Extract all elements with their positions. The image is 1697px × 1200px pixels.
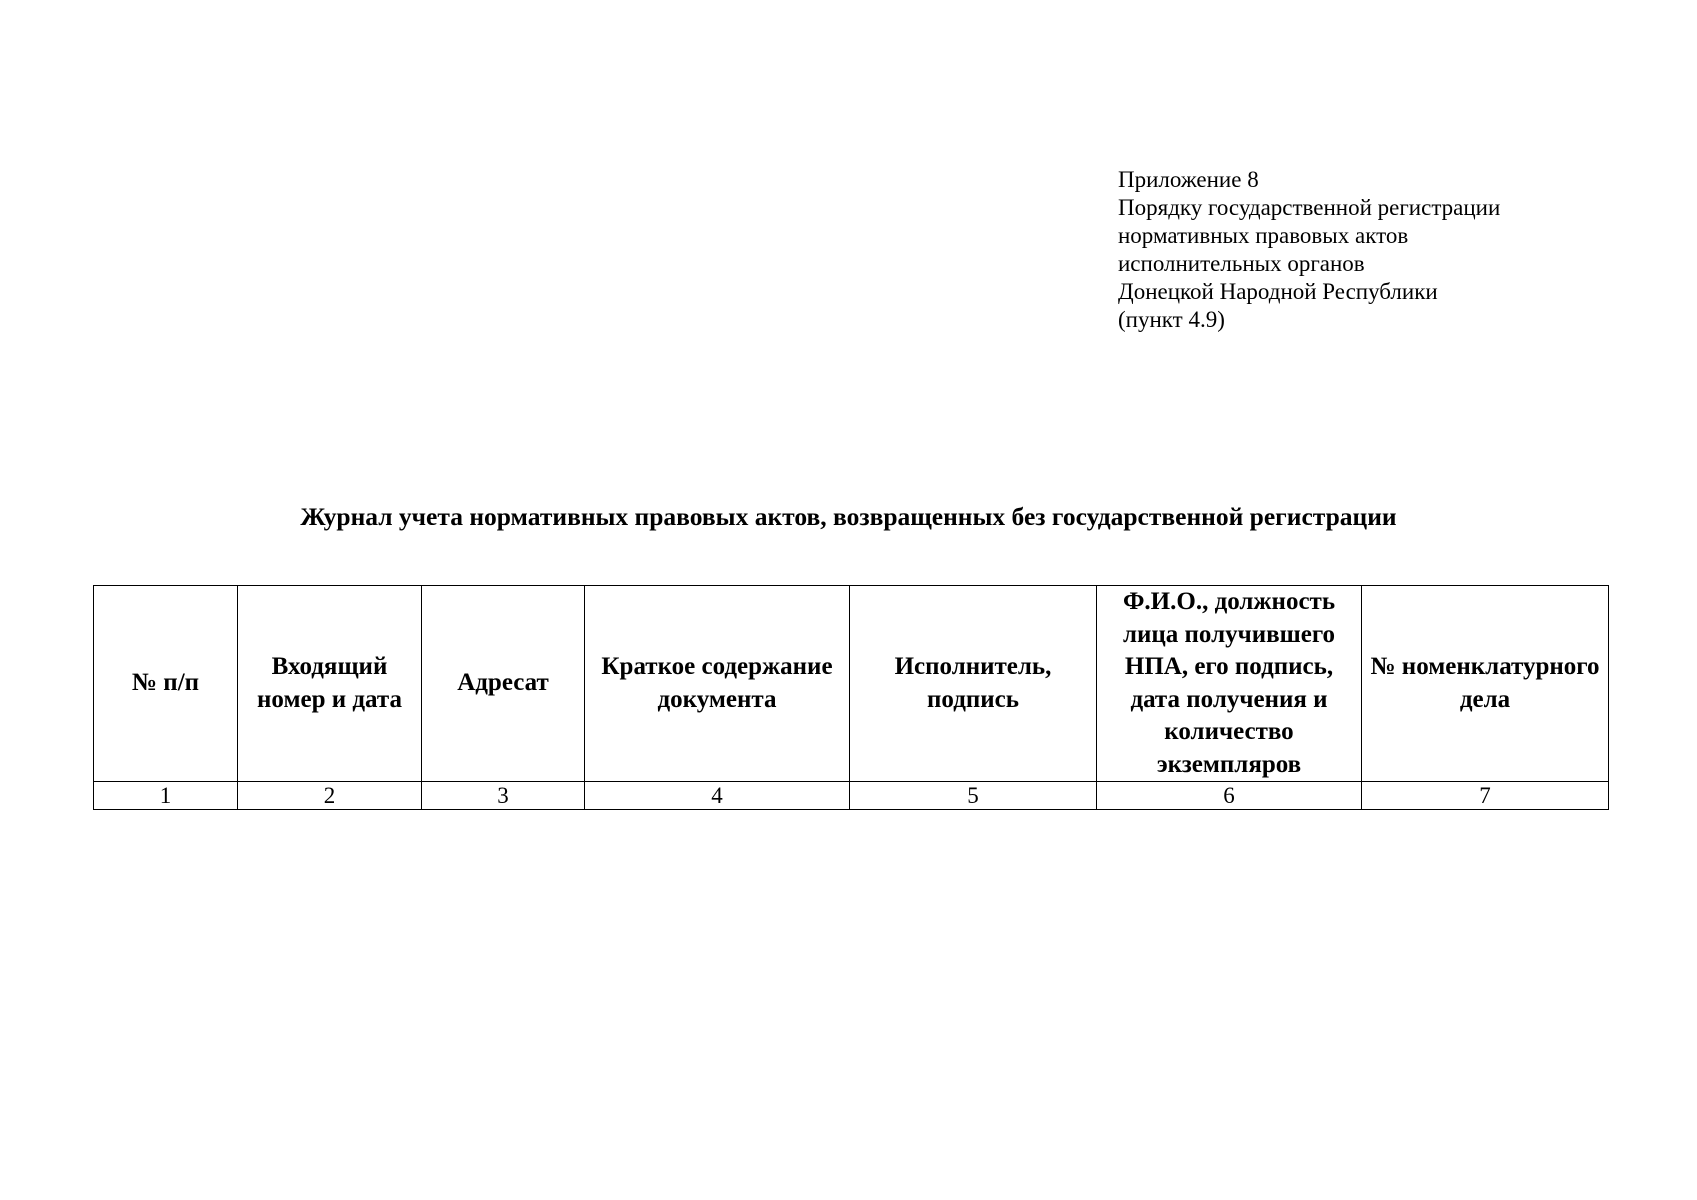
column-number-cell: 5 (850, 782, 1097, 810)
column-number-cell: 3 (422, 782, 585, 810)
header-cell-addressee: Адресат (422, 586, 585, 782)
annex-header (1118, 166, 1500, 334)
annex-line-clause: (пункт 4.9) (1118, 307, 1225, 332)
column-number-cell: 1 (94, 782, 238, 810)
annex-line-bodies: исполнительных органов (1118, 251, 1365, 276)
table-row (94, 782, 1609, 810)
column-number-cell: 4 (585, 782, 850, 810)
header-cell-case-number: № номенклатурного дела (1362, 586, 1609, 782)
header-cell-number: № п/п (94, 586, 238, 782)
table-header-row (94, 586, 1609, 782)
header-cell-executor: Исполнитель, подпись (850, 586, 1097, 782)
annex-line-appendix: Приложение 8 (1118, 167, 1259, 192)
journal-table (93, 585, 1609, 810)
header-cell-recipient: Ф.И.О., должность лица получившего НПА, его подпись, дата получения и количество экземпляров (1097, 586, 1362, 782)
annex-line-acts: нормативных правовых актов (1118, 223, 1409, 248)
column-number-cell: 6 (1097, 782, 1362, 810)
annex-line-order: Порядку государственной регистрации (1118, 195, 1501, 220)
header-cell-summary: Краткое содержание документа (585, 586, 850, 782)
column-number-cell: 7 (1362, 782, 1609, 810)
document-title: Журнал учета нормативных правовых актов, возвращенных без государственной регистрации (300, 502, 1397, 531)
column-number-cell: 2 (238, 782, 422, 810)
annex-line-republic: Донецкой Народной Республики (1118, 279, 1438, 304)
header-cell-incoming: Входящий номер и дата (238, 586, 422, 782)
